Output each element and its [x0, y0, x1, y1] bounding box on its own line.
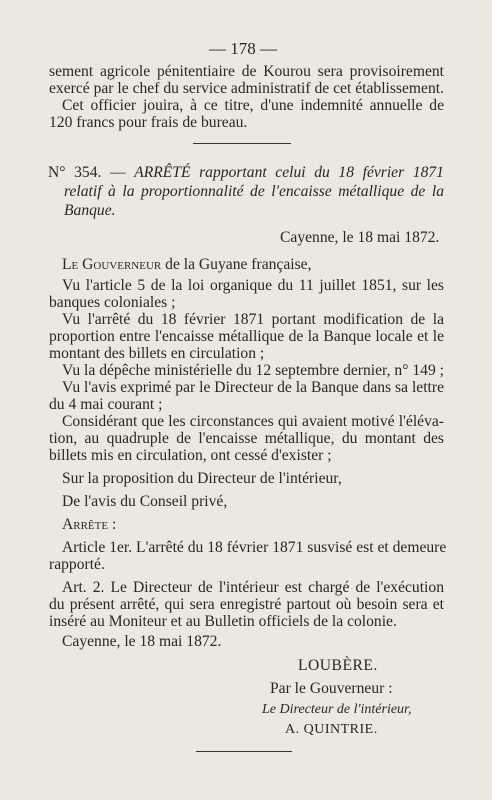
closing-date: Cayenne, le 18 mai 1872.: [62, 633, 222, 650]
consideration-line: Vu l'article 5 de la loi organique du 11 juillet 1851, sur les: [62, 277, 444, 294]
governor-rest: de la Guyane française,: [161, 256, 312, 273]
governor-title: Le Gouverneur: [62, 256, 162, 273]
signature: LOUBÈRE.: [298, 657, 378, 674]
arrete-title-line: Banque.: [64, 202, 116, 219]
body-line: sement agricole pénitentiaire de Kourou sera provisoirement: [49, 63, 444, 80]
arrete-number: N° 354. —: [48, 164, 126, 181]
consideration-line: Vu la dépêche ministérielle du 12 septembre dernier, n° 149 ;: [62, 362, 444, 379]
page-number: — 178 —: [209, 39, 277, 58]
body-line: exercé par le chef du service administratif de cet établissement.: [49, 80, 444, 97]
article-2-line: inséré au Moniteur et au Bulletin officiels de la colonie.: [49, 613, 397, 630]
place-date: Cayenne, le 18 mai 1872.: [280, 229, 440, 246]
consideration-line: tion, au quadruple de l'encaisse métallique, du montant des: [49, 430, 444, 447]
separator-rule: [196, 751, 292, 752]
countersignature: A. QUINTRIE.: [285, 722, 378, 737]
avis-line: De l'avis du Conseil privé,: [62, 493, 228, 510]
arrete-title: ARRÊTÉ rapportant celui du 18 février 1871: [134, 164, 444, 181]
arrete-title-line: [48, 164, 444, 181]
par-le-gouverneur: Par le Gouverneur :: [270, 680, 393, 697]
arrete-title-line: relatif à la proportionnalité de l'encaisse métallique de la: [64, 183, 444, 200]
body-line: Cet officier jouira, à ce titre, d'une indemnité annuelle de: [62, 97, 444, 114]
consideration-line: billets mis en circulation, ont cessé d'exister ;: [49, 447, 332, 464]
consideration-line: Vu l'arrêté du 18 février 1871 portant modification de la: [62, 311, 444, 328]
consideration-line: banques coloniales ;: [49, 294, 176, 311]
directeur-line: Le Directeur de l'intérieur,: [262, 702, 412, 717]
consideration-line: du 4 mai courant ;: [49, 396, 163, 413]
consideration-line: Vu l'avis exprimé par le Directeur de la Banque dans sa lettre: [62, 379, 444, 396]
governor-line: [62, 256, 311, 273]
consideration-line: Considérant que les circonstances qui avaient motivé l'éléva-: [62, 413, 444, 430]
separator-rule: [193, 143, 291, 144]
arrete-label: Arrête :: [62, 516, 117, 533]
article-1-line: rapporté.: [49, 556, 105, 573]
article-1-line: Article 1er. L'arrêté du 18 février 1871 susvisé est et demeure: [62, 539, 447, 556]
article-2-line: Art. 2. Le Directeur de l'intérieur est chargé de l'exécution: [62, 579, 444, 596]
article-2-line: du présent arrêté, qui sera enregistré partout où besoin sera et: [49, 596, 444, 613]
consideration-line: proportion entre l'encaisse métallique de la Banque locale et le: [49, 328, 444, 345]
proposition-line: Sur la proposition du Directeur de l'intérieur,: [62, 470, 342, 487]
body-line: 120 francs pour frais de bureau.: [49, 114, 248, 131]
consideration-line: montant des billets en circulation ;: [49, 345, 265, 362]
